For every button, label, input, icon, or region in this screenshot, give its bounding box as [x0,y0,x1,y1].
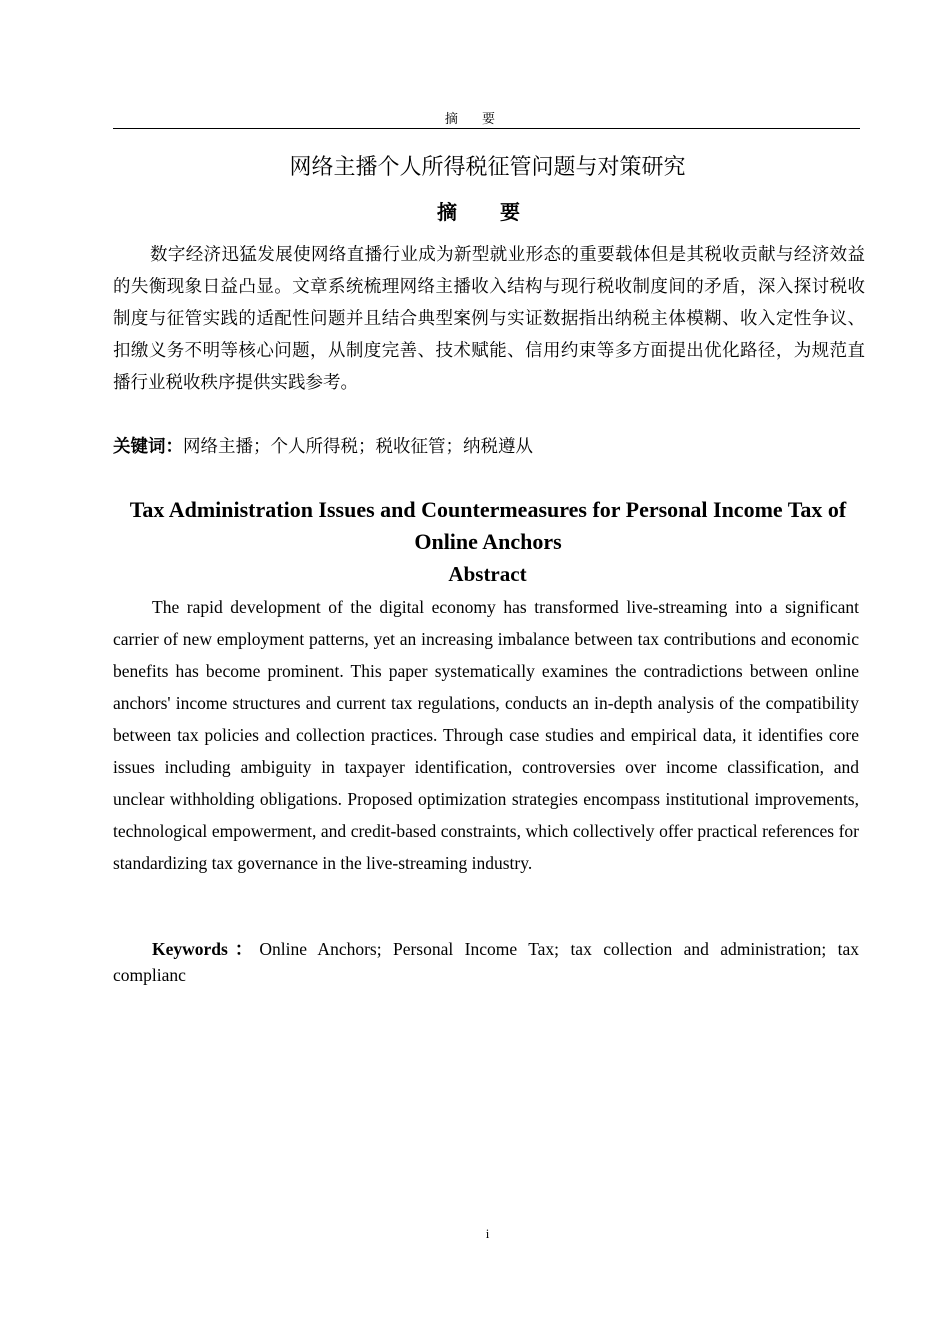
english-title: Tax Administration Issues and Countermeasures for Personal Income Tax of Online Anchors [129,497,847,554]
chinese-keywords-label: 关键词： [113,437,183,457]
english-keywords-label: Keywords： [152,939,260,959]
english-abstract-heading: Abstract [448,562,527,586]
chinese-abstract-body: 数字经济迅猛发展使网络直播行业成为新型就业形态的重要载体但是其税收贡献与经济效益的失衡现象日益凸显。文章系统梳理网络主播收入结构与现行税收制度间的矛盾，深入探讨税收制度与征管实践的适配性问题并且结合典型案例与实证数据指出纳税主体模糊、收入定性争议、扣缴义务不明等核心问题，从制度完善、技术赋能、信用约束等多方面提出优化路径，为规范直播行业税收秩序提供实践参考。 [113,245,865,393]
chinese-keywords [113,433,865,461]
english-abstract-body: The rapid development of the digital economy has transformed live-streaming into a significant carrier of new employment patterns, yet an increasing imbalance between tax contributions and economic benefits has become prominent. This paper systematically examines the contradictions between online anchors' income structures and current tax regulations, conducts an in-depth analysis of the compatibility between tax policies and collection practices. Through case studies and empirical data, it identifies core issues including ambiguity in taxpayer identification, controversies over income classification, and unclear withholding obligations. Proposed optimization strategies encompass institutional improvements, technological empowerment, and credit-based constraints, which collectively offer practical references for standardizing tax governance in the live-streaming industry. [113,597,859,873]
page-number: i [485,1226,490,1241]
english-keywords-text: Online Anchors; Personal Income Tax; tax collection and administration; tax complianc [113,939,860,985]
running-header: 摘 要 [444,112,506,127]
chinese-abstract-heading: 摘 要 [437,200,538,224]
chinese-title: 网络主播个人所得税征管问题与对策研究 [289,155,686,180]
chinese-keywords-text: 网络主播；个人所得税；税收征管；纳税遵从 [183,437,533,457]
header-rule [113,128,860,129]
english-keywords [113,936,859,988]
